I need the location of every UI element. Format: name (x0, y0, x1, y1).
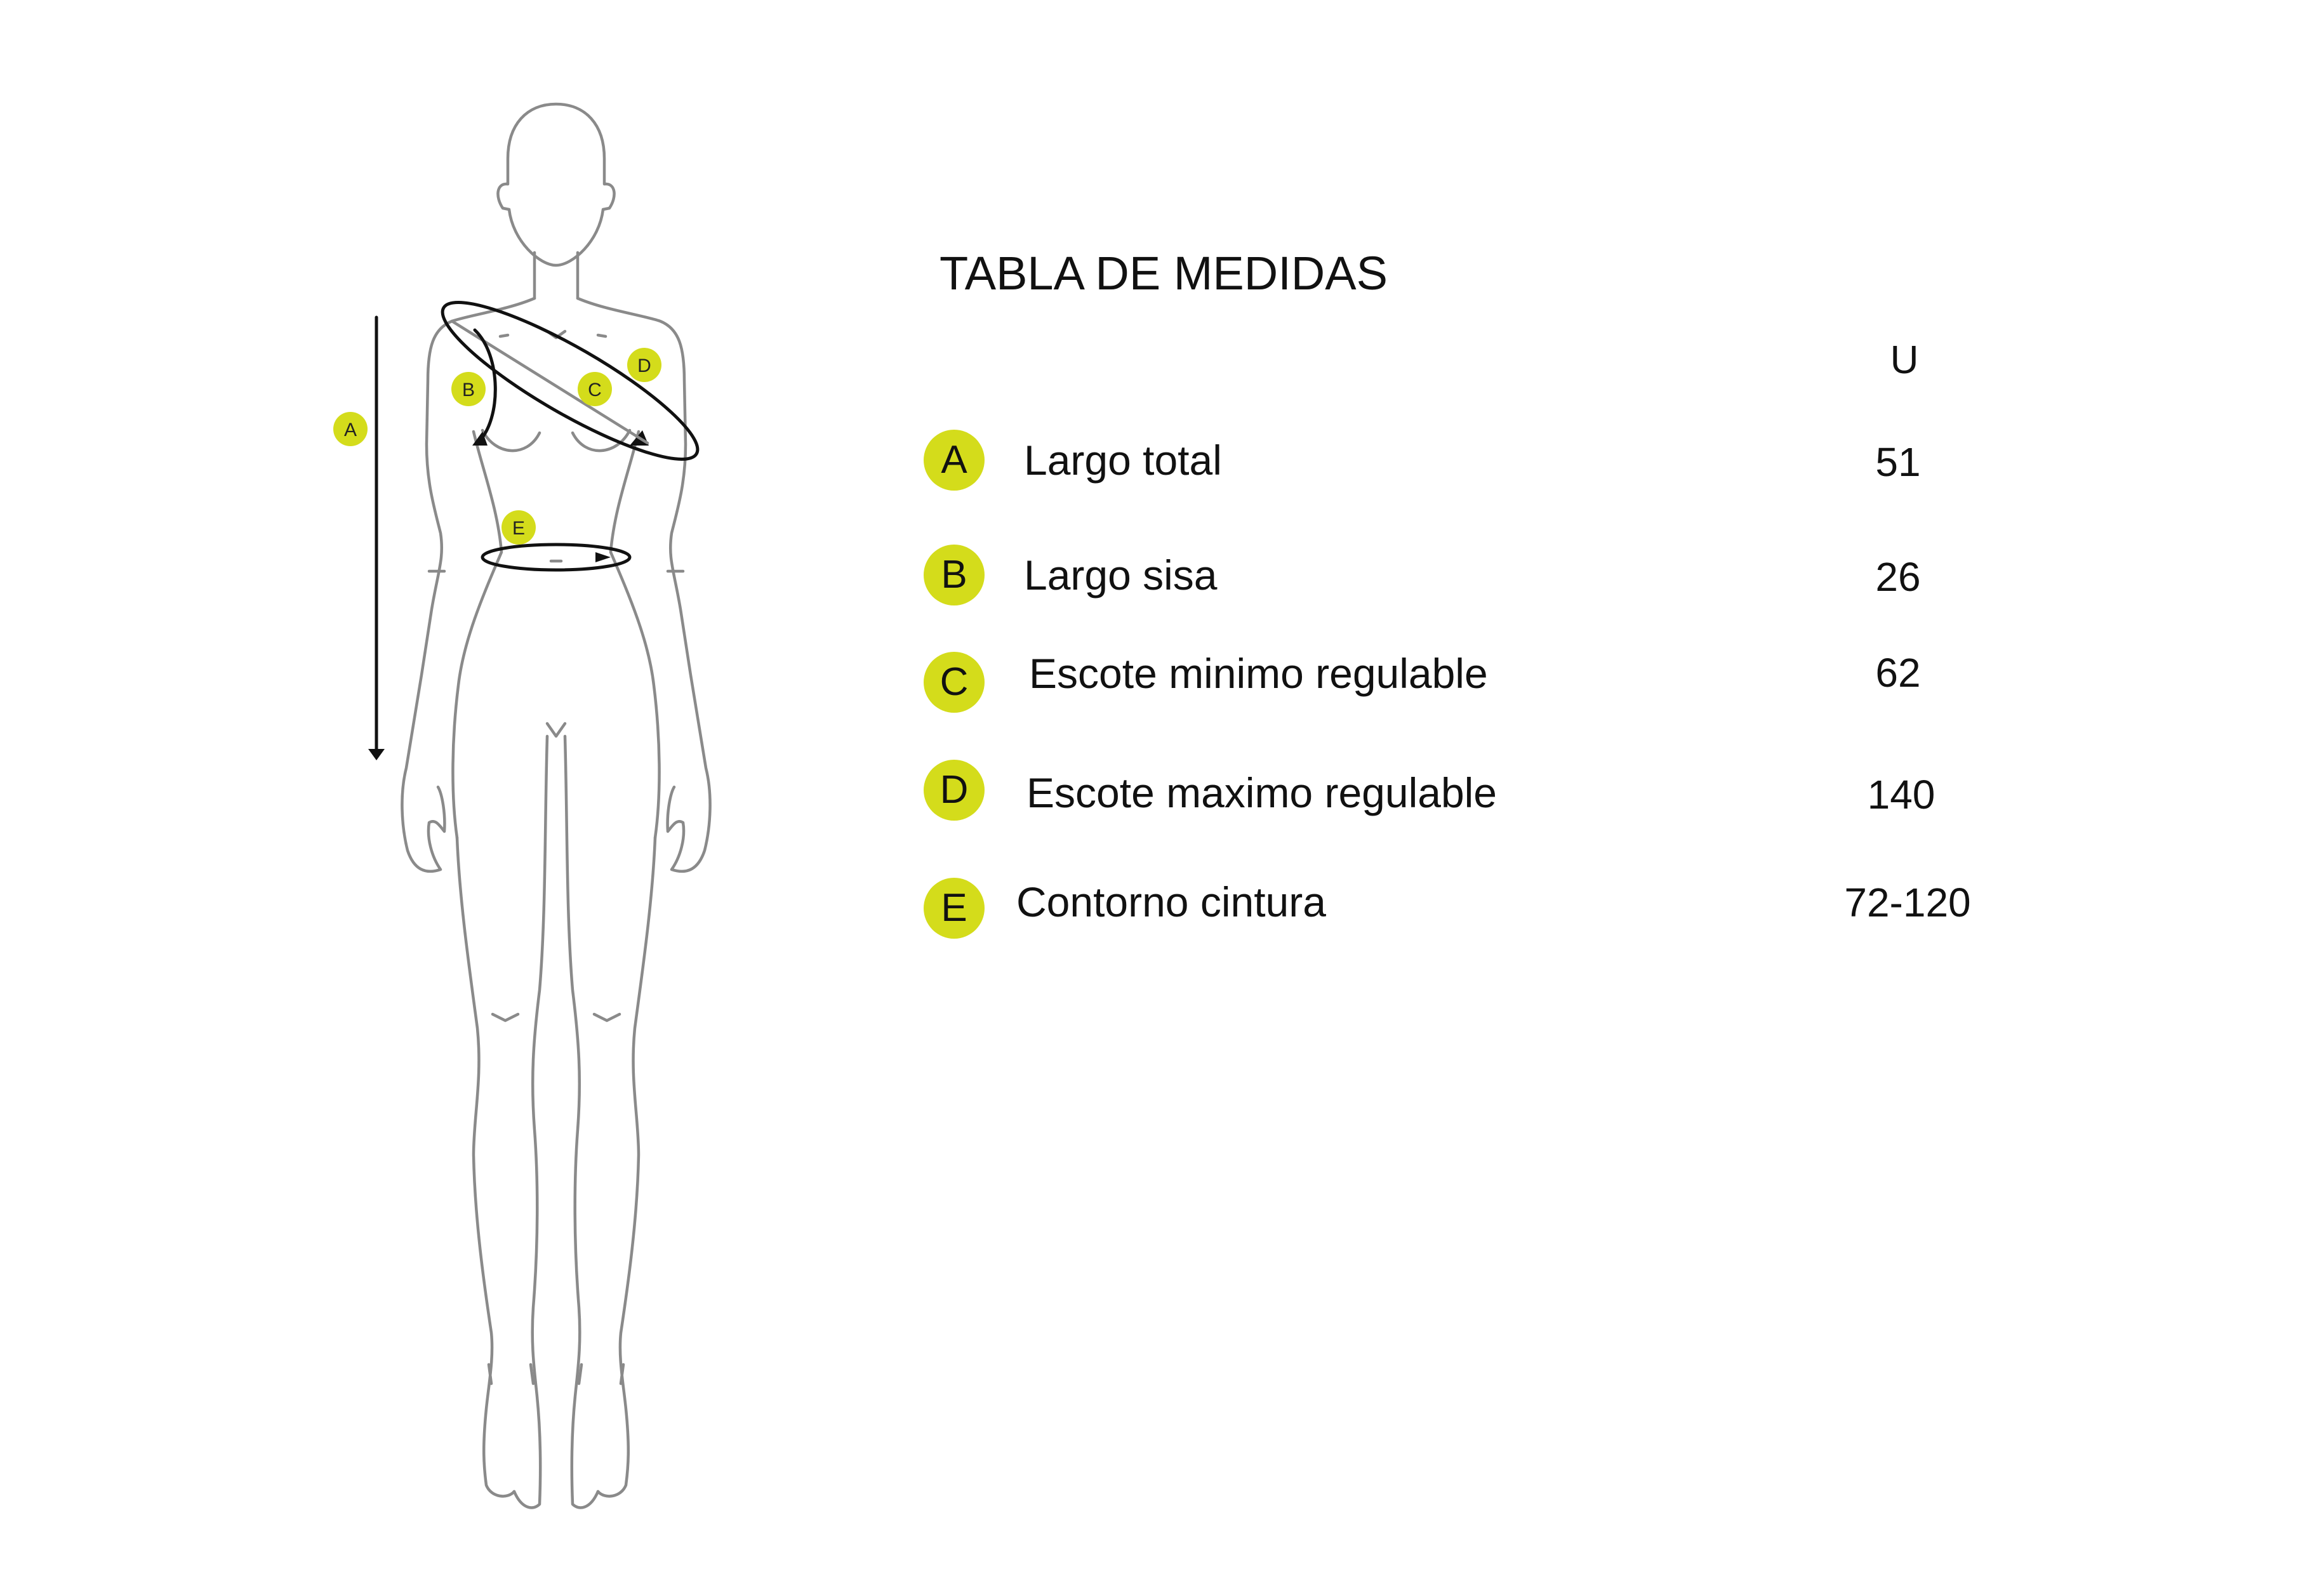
row-badge: D (924, 760, 985, 821)
marker-a (333, 412, 368, 446)
table-row (924, 545, 2003, 608)
svg-text:B: B (461, 380, 475, 400)
row-value: 51 (1875, 439, 1921, 485)
column-header-u: U (1890, 338, 1919, 382)
row-value: 72-120 (1844, 880, 1971, 925)
row-label: Escote maximo regulable (1026, 769, 1497, 816)
marker-b (451, 372, 486, 406)
table-title: TABLA DE MEDIDAS (940, 247, 1388, 300)
row-value: 26 (1875, 554, 1921, 600)
row-label: Contorno cintura (1016, 878, 1326, 925)
table-row (924, 760, 2003, 823)
measure-line-a (368, 317, 385, 760)
row-value: 62 (1875, 650, 1921, 696)
table-row (924, 878, 2003, 941)
svg-text:E: E (512, 518, 526, 539)
row-badge: B (924, 545, 985, 605)
marker-d (627, 348, 661, 382)
table-row (924, 430, 2003, 493)
row-label: Escote minimo regulable (1029, 650, 1488, 697)
marker-c (578, 372, 612, 406)
row-badge: A (924, 430, 985, 491)
row-badge: E (924, 878, 985, 939)
svg-text:D: D (637, 355, 651, 376)
row-label: Largo sisa (1024, 552, 1218, 599)
svg-text:A: A (343, 420, 357, 440)
body-outline (402, 104, 710, 1507)
table-row (924, 652, 2003, 715)
marker-e (501, 510, 536, 545)
row-label: Largo total (1024, 437, 1222, 484)
row-badge: C (924, 652, 985, 713)
row-value: 140 (1867, 772, 1936, 817)
svg-text:C: C (588, 380, 602, 400)
measure-line-e (482, 545, 630, 570)
